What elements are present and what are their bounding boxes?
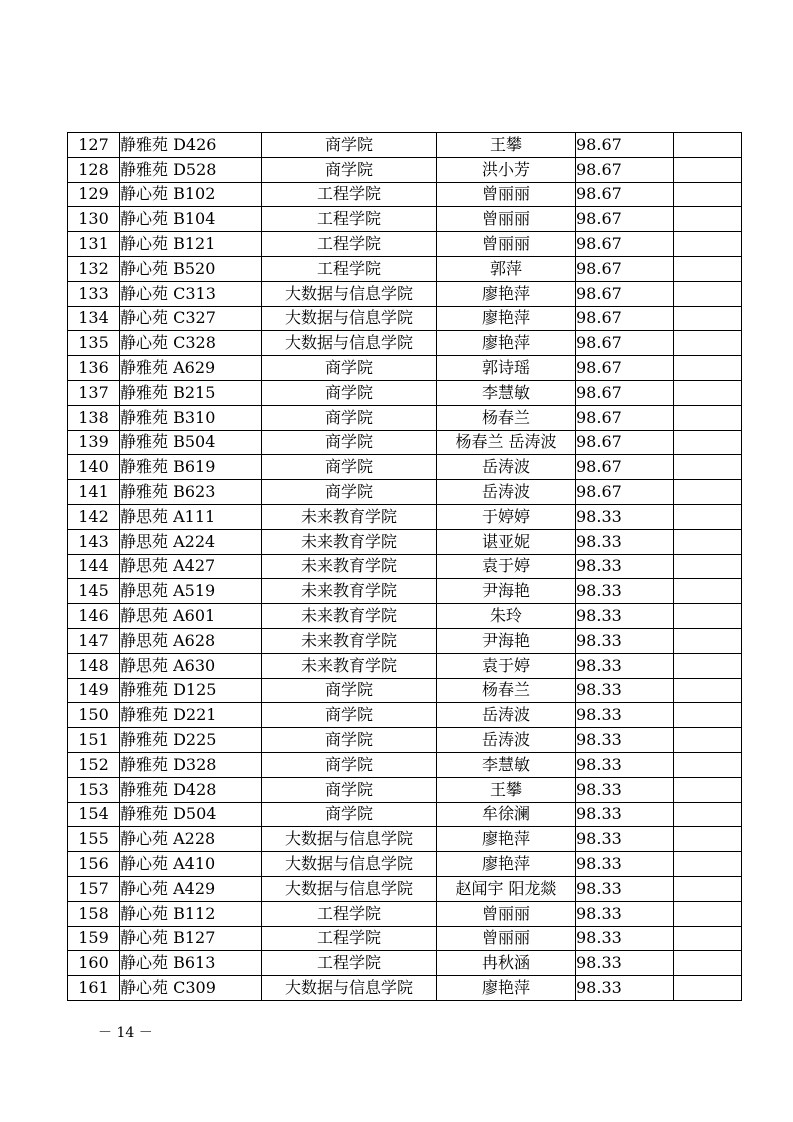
table-row xyxy=(68,554,742,579)
instructor-cell: 谌亚妮 xyxy=(437,529,576,554)
row-number-cell: 141 xyxy=(68,480,120,505)
score-cell: 98.67 xyxy=(576,480,674,505)
note-cell xyxy=(674,232,742,257)
instructor-cell: 尹海艳 xyxy=(437,579,576,604)
college-cell: 商学院 xyxy=(262,133,437,158)
row-number-cell: 135 xyxy=(68,331,120,356)
instructor-cell: 袁于婷 xyxy=(437,554,576,579)
score-cell: 98.67 xyxy=(576,306,674,331)
college-cell: 未来教育学院 xyxy=(262,529,437,554)
room-cell: 静心苑 C327 xyxy=(120,306,262,331)
college-cell: 大数据与信息学院 xyxy=(262,281,437,306)
row-number-cell: 138 xyxy=(68,405,120,430)
row-number-cell: 145 xyxy=(68,579,120,604)
row-number-cell: 144 xyxy=(68,554,120,579)
room-cell: 静心苑 C313 xyxy=(120,281,262,306)
room-cell: 静思苑 A427 xyxy=(120,554,262,579)
room-cell: 静雅苑 D528 xyxy=(120,157,262,182)
room-cell: 静心苑 C328 xyxy=(120,331,262,356)
note-cell xyxy=(674,604,742,629)
college-cell: 工程学院 xyxy=(262,926,437,951)
note-cell xyxy=(674,281,742,306)
college-cell: 大数据与信息学院 xyxy=(262,306,437,331)
room-cell: 静雅苑 D504 xyxy=(120,802,262,827)
row-number-cell: 155 xyxy=(68,827,120,852)
score-cell: 98.33 xyxy=(576,876,674,901)
table-row xyxy=(68,827,742,852)
room-cell: 静思苑 A630 xyxy=(120,653,262,678)
row-number-cell: 137 xyxy=(68,380,120,405)
note-cell xyxy=(674,380,742,405)
table-row xyxy=(68,604,742,629)
row-number-cell: 142 xyxy=(68,504,120,529)
note-cell xyxy=(674,455,742,480)
room-cell: 静雅苑 B504 xyxy=(120,430,262,455)
note-cell xyxy=(674,951,742,976)
score-cell: 98.33 xyxy=(576,852,674,877)
college-cell: 商学院 xyxy=(262,380,437,405)
score-cell: 98.67 xyxy=(576,182,674,207)
instructor-cell: 郭萍 xyxy=(437,256,576,281)
room-cell: 静雅苑 D428 xyxy=(120,777,262,802)
note-cell xyxy=(674,976,742,1001)
page-number: － 14 － xyxy=(98,1025,153,1041)
note-cell xyxy=(674,926,742,951)
score-cell: 98.67 xyxy=(576,133,674,158)
row-number-cell: 159 xyxy=(68,926,120,951)
table-row xyxy=(68,852,742,877)
score-cell: 98.67 xyxy=(576,430,674,455)
row-number-cell: 147 xyxy=(68,628,120,653)
instructor-cell: 王攀 xyxy=(437,777,576,802)
college-cell: 商学院 xyxy=(262,356,437,381)
college-cell: 商学院 xyxy=(262,455,437,480)
row-number-cell: 149 xyxy=(68,678,120,703)
room-cell: 静雅苑 B215 xyxy=(120,380,262,405)
instructor-cell: 冉秋涵 xyxy=(437,951,576,976)
row-number-cell: 128 xyxy=(68,157,120,182)
table-row xyxy=(68,529,742,554)
room-cell: 静心苑 A429 xyxy=(120,876,262,901)
score-cell: 98.67 xyxy=(576,380,674,405)
note-cell xyxy=(674,207,742,232)
row-number-cell: 132 xyxy=(68,256,120,281)
score-cell: 98.33 xyxy=(576,628,674,653)
row-number-cell: 129 xyxy=(68,182,120,207)
note-cell xyxy=(674,256,742,281)
score-cell: 98.33 xyxy=(576,752,674,777)
college-cell: 大数据与信息学院 xyxy=(262,331,437,356)
instructor-cell: 岳涛波 xyxy=(437,703,576,728)
room-cell: 静心苑 B121 xyxy=(120,232,262,257)
room-cell: 静心苑 A228 xyxy=(120,827,262,852)
note-cell xyxy=(674,852,742,877)
room-cell: 静心苑 B613 xyxy=(120,951,262,976)
room-cell: 静心苑 A410 xyxy=(120,852,262,877)
instructor-cell: 王攀 xyxy=(437,133,576,158)
score-cell: 98.67 xyxy=(576,455,674,480)
row-number-cell: 150 xyxy=(68,703,120,728)
college-cell: 商学院 xyxy=(262,752,437,777)
dormitory-score-table xyxy=(67,132,742,1001)
note-cell xyxy=(674,331,742,356)
note-cell xyxy=(674,480,742,505)
instructor-cell: 廖艳萍 xyxy=(437,852,576,877)
room-cell: 静雅苑 D125 xyxy=(120,678,262,703)
table-row xyxy=(68,802,742,827)
note-cell xyxy=(674,628,742,653)
table-row xyxy=(68,504,742,529)
note-cell xyxy=(674,157,742,182)
table-row xyxy=(68,430,742,455)
college-cell: 工程学院 xyxy=(262,951,437,976)
note-cell xyxy=(674,777,742,802)
college-cell: 商学院 xyxy=(262,405,437,430)
college-cell: 未来教育学院 xyxy=(262,628,437,653)
note-cell xyxy=(674,876,742,901)
table-row xyxy=(68,455,742,480)
row-number-cell: 154 xyxy=(68,802,120,827)
instructor-cell: 岳涛波 xyxy=(437,728,576,753)
instructor-cell: 廖艳萍 xyxy=(437,306,576,331)
note-cell xyxy=(674,802,742,827)
row-number-cell: 146 xyxy=(68,604,120,629)
table-row xyxy=(68,133,742,158)
instructor-cell: 岳涛波 xyxy=(437,480,576,505)
table-row xyxy=(68,480,742,505)
room-cell: 静雅苑 D225 xyxy=(120,728,262,753)
table-row xyxy=(68,331,742,356)
table-row xyxy=(68,777,742,802)
room-cell: 静心苑 B112 xyxy=(120,901,262,926)
row-number-cell: 151 xyxy=(68,728,120,753)
college-cell: 商学院 xyxy=(262,777,437,802)
row-number-cell: 160 xyxy=(68,951,120,976)
instructor-cell: 于婷婷 xyxy=(437,504,576,529)
table-row xyxy=(68,157,742,182)
college-cell: 未来教育学院 xyxy=(262,554,437,579)
table-row xyxy=(68,976,742,1001)
instructor-cell: 尹海艳 xyxy=(437,628,576,653)
college-cell: 未来教育学院 xyxy=(262,579,437,604)
room-cell: 静心苑 B520 xyxy=(120,256,262,281)
room-cell: 静雅苑 B310 xyxy=(120,405,262,430)
table-row xyxy=(68,876,742,901)
note-cell xyxy=(674,356,742,381)
instructor-cell: 曾丽丽 xyxy=(437,182,576,207)
instructor-cell: 郭诗瑶 xyxy=(437,356,576,381)
college-cell: 大数据与信息学院 xyxy=(262,827,437,852)
score-cell: 98.67 xyxy=(576,157,674,182)
row-number-cell: 134 xyxy=(68,306,120,331)
table-row xyxy=(68,901,742,926)
note-cell xyxy=(674,703,742,728)
college-cell: 未来教育学院 xyxy=(262,653,437,678)
table-row xyxy=(68,232,742,257)
instructor-cell: 杨春兰 岳涛波 xyxy=(437,430,576,455)
table-row xyxy=(68,256,742,281)
table-row xyxy=(68,207,742,232)
table-body xyxy=(68,133,742,1001)
table-row xyxy=(68,306,742,331)
row-number-cell: 161 xyxy=(68,976,120,1001)
note-cell xyxy=(674,901,742,926)
table-row xyxy=(68,579,742,604)
college-cell: 商学院 xyxy=(262,703,437,728)
table-row xyxy=(68,182,742,207)
note-cell xyxy=(674,529,742,554)
score-cell: 98.33 xyxy=(576,504,674,529)
table-row xyxy=(68,356,742,381)
score-cell: 98.33 xyxy=(576,678,674,703)
college-cell: 工程学院 xyxy=(262,207,437,232)
score-cell: 98.67 xyxy=(576,405,674,430)
instructor-cell: 朱玲 xyxy=(437,604,576,629)
score-cell: 98.67 xyxy=(576,207,674,232)
instructor-cell: 袁于婷 xyxy=(437,653,576,678)
college-cell: 大数据与信息学院 xyxy=(262,976,437,1001)
college-cell: 商学院 xyxy=(262,802,437,827)
room-cell: 静思苑 A224 xyxy=(120,529,262,554)
note-cell xyxy=(674,504,742,529)
score-cell: 98.67 xyxy=(576,331,674,356)
table-row xyxy=(68,628,742,653)
instructor-cell: 杨春兰 xyxy=(437,405,576,430)
score-cell: 98.67 xyxy=(576,356,674,381)
note-cell xyxy=(674,405,742,430)
score-cell: 98.33 xyxy=(576,951,674,976)
score-cell: 98.33 xyxy=(576,901,674,926)
room-cell: 静雅苑 D426 xyxy=(120,133,262,158)
instructor-cell: 李慧敏 xyxy=(437,752,576,777)
score-cell: 98.33 xyxy=(576,703,674,728)
score-cell: 98.33 xyxy=(576,529,674,554)
note-cell xyxy=(674,133,742,158)
note-cell xyxy=(674,554,742,579)
row-number-cell: 130 xyxy=(68,207,120,232)
room-cell: 静雅苑 D221 xyxy=(120,703,262,728)
table-row xyxy=(68,678,742,703)
score-cell: 98.33 xyxy=(576,976,674,1001)
college-cell: 大数据与信息学院 xyxy=(262,876,437,901)
table-row xyxy=(68,951,742,976)
row-number-cell: 136 xyxy=(68,356,120,381)
college-cell: 商学院 xyxy=(262,678,437,703)
instructor-cell: 廖艳萍 xyxy=(437,281,576,306)
score-cell: 98.67 xyxy=(576,232,674,257)
instructor-cell: 杨春兰 xyxy=(437,678,576,703)
room-cell: 静雅苑 B619 xyxy=(120,455,262,480)
row-number-cell: 140 xyxy=(68,455,120,480)
instructor-cell: 赵闻宇 阳龙燚 xyxy=(437,876,576,901)
row-number-cell: 127 xyxy=(68,133,120,158)
score-cell: 98.33 xyxy=(576,802,674,827)
college-cell: 未来教育学院 xyxy=(262,504,437,529)
college-cell: 商学院 xyxy=(262,430,437,455)
score-cell: 98.33 xyxy=(576,604,674,629)
college-cell: 商学院 xyxy=(262,480,437,505)
row-number-cell: 139 xyxy=(68,430,120,455)
room-cell: 静雅苑 B623 xyxy=(120,480,262,505)
college-cell: 工程学院 xyxy=(262,232,437,257)
note-cell xyxy=(674,678,742,703)
room-cell: 静心苑 C309 xyxy=(120,976,262,1001)
score-cell: 98.33 xyxy=(576,777,674,802)
score-cell: 98.33 xyxy=(576,926,674,951)
note-cell xyxy=(674,430,742,455)
instructor-cell: 曾丽丽 xyxy=(437,901,576,926)
table-row xyxy=(68,281,742,306)
table-row xyxy=(68,926,742,951)
instructor-cell: 岳涛波 xyxy=(437,455,576,480)
college-cell: 工程学院 xyxy=(262,256,437,281)
note-cell xyxy=(674,728,742,753)
note-cell xyxy=(674,752,742,777)
row-number-cell: 131 xyxy=(68,232,120,257)
room-cell: 静思苑 A519 xyxy=(120,579,262,604)
college-cell: 未来教育学院 xyxy=(262,604,437,629)
row-number-cell: 148 xyxy=(68,653,120,678)
row-number-cell: 157 xyxy=(68,876,120,901)
instructor-cell: 廖艳萍 xyxy=(437,976,576,1001)
room-cell: 静心苑 B104 xyxy=(120,207,262,232)
room-cell: 静心苑 B127 xyxy=(120,926,262,951)
row-number-cell: 156 xyxy=(68,852,120,877)
score-cell: 98.67 xyxy=(576,281,674,306)
row-number-cell: 158 xyxy=(68,901,120,926)
room-cell: 静雅苑 A629 xyxy=(120,356,262,381)
table-row xyxy=(68,653,742,678)
instructor-cell: 廖艳萍 xyxy=(437,331,576,356)
instructor-cell: 牟徐澜 xyxy=(437,802,576,827)
row-number-cell: 153 xyxy=(68,777,120,802)
instructor-cell: 曾丽丽 xyxy=(437,926,576,951)
table-row xyxy=(68,728,742,753)
score-cell: 98.33 xyxy=(576,827,674,852)
note-cell xyxy=(674,653,742,678)
room-cell: 静心苑 B102 xyxy=(120,182,262,207)
row-number-cell: 143 xyxy=(68,529,120,554)
score-cell: 98.67 xyxy=(576,256,674,281)
college-cell: 工程学院 xyxy=(262,901,437,926)
college-cell: 商学院 xyxy=(262,157,437,182)
instructor-cell: 洪小芳 xyxy=(437,157,576,182)
room-cell: 静思苑 A111 xyxy=(120,504,262,529)
instructor-cell: 廖艳萍 xyxy=(437,827,576,852)
score-cell: 98.33 xyxy=(576,728,674,753)
row-number-cell: 152 xyxy=(68,752,120,777)
table-row xyxy=(68,405,742,430)
room-cell: 静雅苑 D328 xyxy=(120,752,262,777)
score-cell: 98.33 xyxy=(576,653,674,678)
score-cell: 98.33 xyxy=(576,554,674,579)
table-row xyxy=(68,380,742,405)
instructor-cell: 李慧敏 xyxy=(437,380,576,405)
table-row xyxy=(68,703,742,728)
note-cell xyxy=(674,579,742,604)
college-cell: 大数据与信息学院 xyxy=(262,852,437,877)
college-cell: 商学院 xyxy=(262,728,437,753)
instructor-cell: 曾丽丽 xyxy=(437,232,576,257)
room-cell: 静思苑 A601 xyxy=(120,604,262,629)
note-cell xyxy=(674,182,742,207)
room-cell: 静思苑 A628 xyxy=(120,628,262,653)
instructor-cell: 曾丽丽 xyxy=(437,207,576,232)
table-row xyxy=(68,752,742,777)
row-number-cell: 133 xyxy=(68,281,120,306)
college-cell: 工程学院 xyxy=(262,182,437,207)
note-cell xyxy=(674,827,742,852)
score-cell: 98.33 xyxy=(576,579,674,604)
note-cell xyxy=(674,306,742,331)
